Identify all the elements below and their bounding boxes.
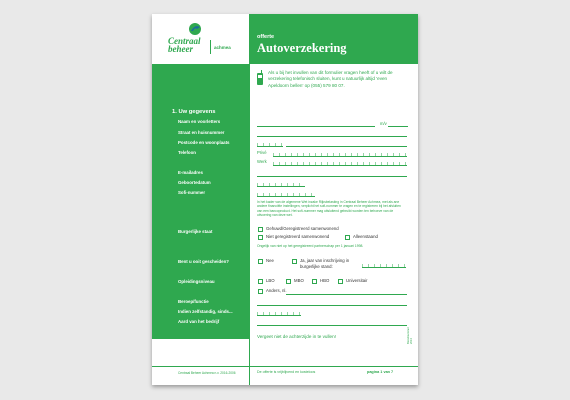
education-university-label: Universitair xyxy=(346,278,368,283)
brand-name-line2: beheer xyxy=(168,44,193,54)
label-marital: Burgerlijke staat xyxy=(178,229,213,234)
education-other-label: Anders, nl. xyxy=(266,288,287,293)
birthdate-field[interactable] xyxy=(257,183,305,187)
label-business: Aard van het bedrijf xyxy=(178,319,220,324)
phone-private-label: Privé xyxy=(257,150,267,155)
page-number: pagina 1 van 7 xyxy=(367,370,394,374)
label-street: Straat en huisnummer xyxy=(178,130,225,135)
city-field[interactable] xyxy=(286,146,407,147)
marital-single-checkbox[interactable] xyxy=(345,235,350,240)
label-email: E-mailadres xyxy=(178,170,203,175)
marital-married-label: Gehuwd/Geregistreerd samenwonend xyxy=(266,226,339,231)
document-title: Autoverzekering xyxy=(257,41,347,55)
document-kicker: offerte xyxy=(257,34,275,40)
profession-field[interactable] xyxy=(257,305,407,306)
phone-private-field[interactable] xyxy=(273,153,407,157)
education-mbo-checkbox[interactable] xyxy=(286,279,291,284)
back-side-reminder: Vergeet niet de achterzijde in te vullen! xyxy=(257,334,336,339)
label-name: Naam en voorletters xyxy=(178,119,221,124)
business-field[interactable] xyxy=(257,325,407,326)
education-mbo-label: MBO xyxy=(294,278,304,283)
education-lbo-checkbox[interactable] xyxy=(258,279,263,284)
education-hbo-label: HBO xyxy=(320,278,330,283)
label-postcode: Postcode en woonplaats xyxy=(178,140,230,145)
brand-name-line1: Centraal xyxy=(168,36,201,46)
label-selfemployed: Indien zelfstandig, sinds... xyxy=(178,309,233,314)
section-heading: 1. Uw gegevens xyxy=(172,109,216,115)
marital-single-label: Alleenstaand xyxy=(353,234,378,239)
marital-married-checkbox[interactable] xyxy=(258,227,263,232)
phone-work-field[interactable] xyxy=(273,162,407,166)
logo-separator xyxy=(210,40,211,54)
brand-mark-icon xyxy=(186,22,204,36)
sofi-field[interactable] xyxy=(257,193,315,197)
email-field[interactable] xyxy=(257,176,407,177)
label-sidebar xyxy=(152,64,249,339)
marital-note: Ongelijk van niet op het geregistreerd partnerschap per 1 januari 1998. xyxy=(257,244,364,248)
postcode-field[interactable] xyxy=(257,143,283,147)
gender-label: m/v xyxy=(380,121,387,126)
header-logo-area xyxy=(152,14,249,64)
education-other-checkbox[interactable] xyxy=(258,289,263,294)
education-lbo-label: LBO xyxy=(266,278,275,283)
brand-logo xyxy=(158,20,244,60)
label-phone: Telefoon xyxy=(178,150,196,155)
side-code: Bestelnummer 2014 xyxy=(407,327,413,344)
label-education: Opleidingsniveau xyxy=(178,279,215,284)
label-profession: Beroep/functie xyxy=(178,299,209,304)
column-divider xyxy=(249,14,250,385)
label-birthdate: Geboortedatum xyxy=(178,180,211,185)
selfemployed-field[interactable] xyxy=(257,312,301,316)
phone-work-label: Werk xyxy=(257,159,267,164)
divorced-year-field[interactable] xyxy=(362,264,406,268)
education-university-checkbox[interactable] xyxy=(338,279,343,284)
divorced-yes-checkbox[interactable] xyxy=(292,259,297,264)
divorced-no-checkbox[interactable] xyxy=(258,259,263,264)
form-page xyxy=(152,14,418,385)
header-title-area xyxy=(249,14,418,64)
divorced-no-label: Nee xyxy=(266,258,274,263)
divorced-yes-label: Ja, jaar van inschrijving in burgerlijke stand: xyxy=(300,258,350,269)
education-hbo-checkbox[interactable] xyxy=(312,279,317,284)
footer-divider xyxy=(152,366,418,367)
mobile-phone-icon xyxy=(256,70,264,86)
brand-tagline: achmea xyxy=(214,45,231,50)
sofi-notice: In het kader van de algemene Wet inzake Rijksbelasting in Centraal Beheer Achmea, met als ane andere financiële instellingen, verplicht het sofi-nummer te vragen en te registreren bij het afsluiten van een bancoproduct. Het sofi-nummer mag uitsluitend gebruikt worden ten behoeve van de uitvoering van deze wet. xyxy=(257,200,401,218)
label-divorced: Bent u ooit gescheiden? xyxy=(178,259,229,264)
footer-disclaimer: De offerte is vrijblijvend en kosteloos xyxy=(257,370,316,374)
marital-cohabiting-label: Niet geregistreerd samenwonend xyxy=(266,234,330,239)
street-field[interactable] xyxy=(257,136,407,137)
label-sofi: Sofi-nummer xyxy=(178,190,206,195)
intro-text: Als u bij het invullen van dit formulier vragen heeft of u wilt de verzekering telefonisch sluiten, kunt u natuurlijk altijd 'even Apeldoorn bellen' op (055) 579 80 07. xyxy=(268,70,393,88)
marital-cohabiting-checkbox[interactable] xyxy=(258,235,263,240)
name-field[interactable] xyxy=(257,126,375,127)
education-other-field[interactable] xyxy=(286,294,407,295)
gender-field[interactable] xyxy=(388,126,408,127)
footer-company: Centraal Beheer Achmea n.v. 2016-2006 xyxy=(178,371,236,375)
brand-name xyxy=(168,37,201,53)
